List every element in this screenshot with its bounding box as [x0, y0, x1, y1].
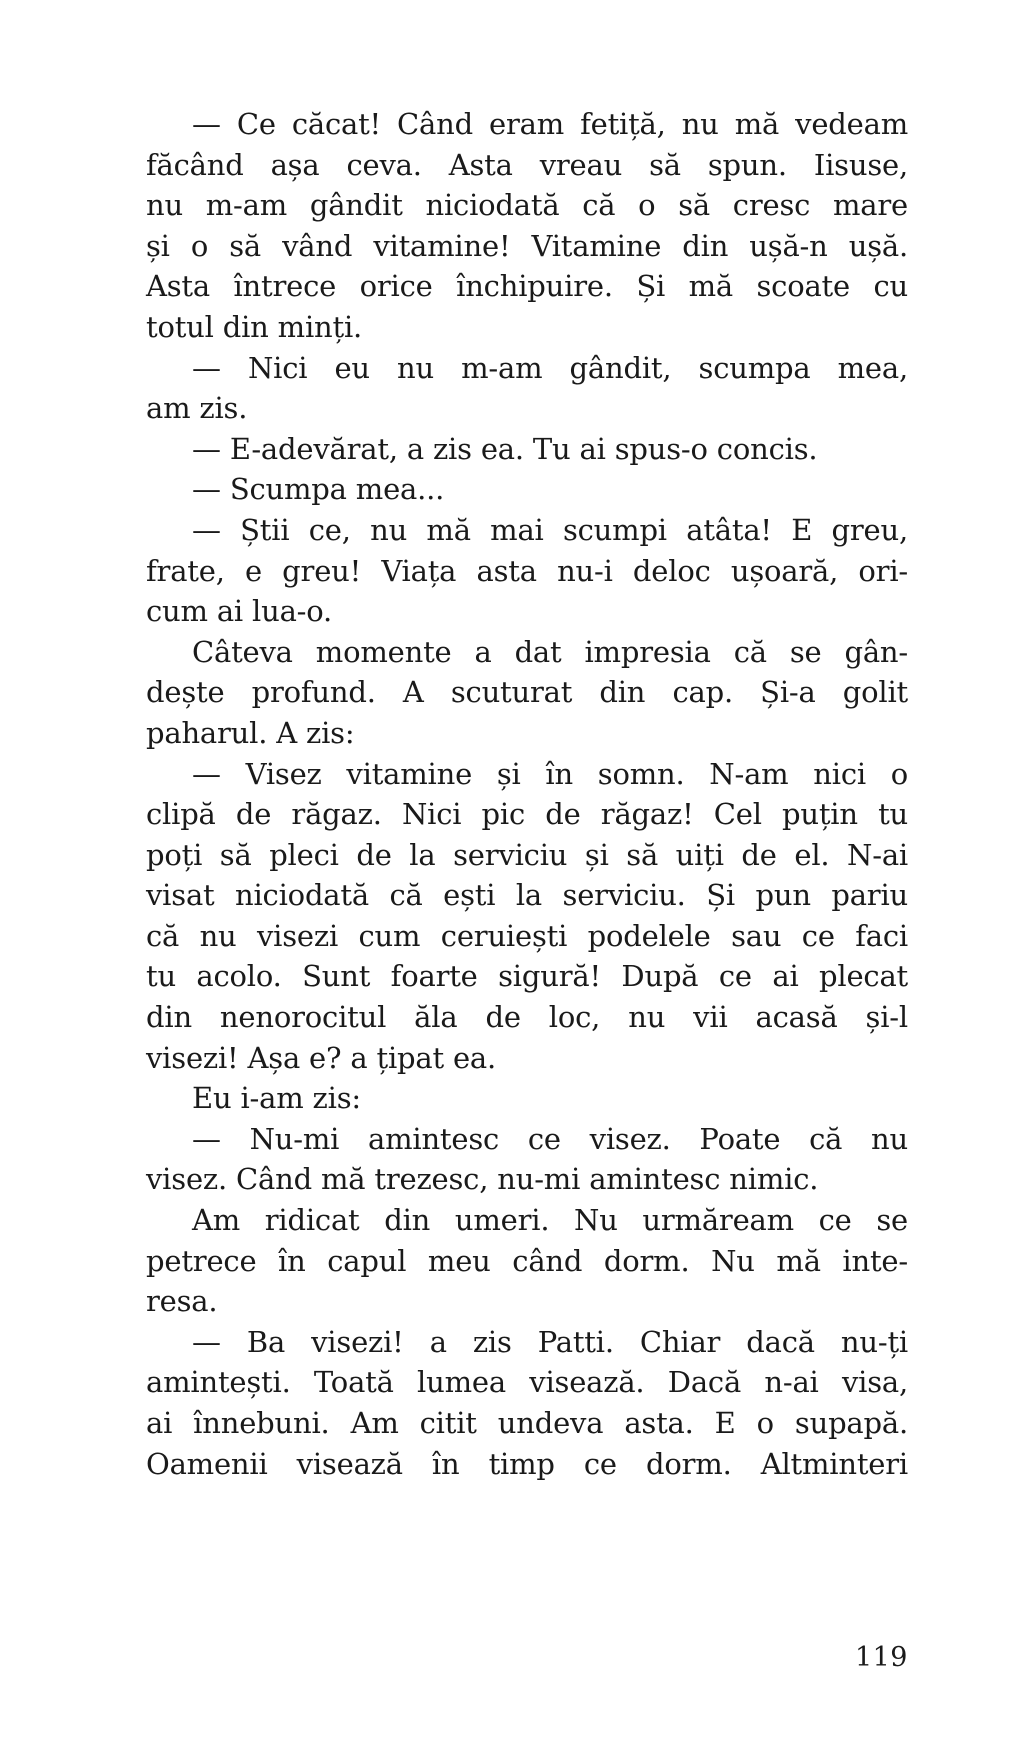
text-line: — Ba visezi! a zis Patti. Chiar dacă nu-ți — [192, 1324, 908, 1359]
text-line: Eu i-am zis: — [192, 1081, 361, 1116]
text-line: frate, e greu! Viața asta nu-i deloc ușoară, ori- — [146, 553, 908, 588]
text-line: tu acolo. Sunt foarte sigură! După ce ai plecat — [146, 959, 908, 994]
text-line: dește profund. A scuturat din cap. Și-a golit — [146, 675, 908, 710]
text-line: paharul. A zis: — [146, 715, 355, 750]
text-line: cum ai lua-o. — [146, 594, 333, 629]
text-line: clipă de răgaz. Nici pic de răgaz! Cel puțin tu — [146, 797, 908, 832]
text-line: — Ce căcat! Când eram fetiță, nu mă vedeam — [192, 107, 908, 141]
text-line: — Scumpa mea... — [192, 472, 445, 507]
text-line: totul din minți. — [146, 309, 363, 344]
text-line: resa. — [146, 1284, 218, 1319]
text-line: Câteva momente a dat impresia că se gân- — [192, 634, 908, 669]
text-line: că nu visezi cum ceruiești podelele sau ce faci — [146, 918, 908, 953]
text-line: poți să pleci de la serviciu și să uiți de el. N-ai — [146, 837, 908, 872]
page-number: 119 — [854, 1642, 908, 1673]
text-line: — E-adevărat, a zis ea. Tu ai spus-o concis. — [192, 431, 818, 466]
text-line: visezi! Așa e? a țipat ea. — [146, 1040, 497, 1075]
text-line: visat niciodată că ești la serviciu. Și pun pariu — [146, 878, 908, 913]
text-line: și o să vând vitamine! Vitamine din ușă-n ușă. — [146, 228, 908, 263]
text-line: nu m-am gândit niciodată că o să cresc mare — [146, 188, 908, 223]
text-line: — Nici eu nu m-am gândit, scumpa mea, — [192, 350, 908, 385]
text-line: Oamenii visează în timp ce dorm. Altminteri — [146, 1446, 908, 1481]
text-line: visez. Când mă trezesc, nu-mi amintesc nimic. — [146, 1162, 819, 1197]
text-line: — Știi ce, nu mă mai scumpi atâta! E greu, — [192, 512, 908, 547]
text-line: Am ridicat din umeri. Nu urmăream ce se — [192, 1203, 908, 1238]
page-body — [146, 104, 908, 1484]
text-line: — Visez vitamine și în somn. N-am nici o — [192, 756, 908, 791]
text-line: Asta întrece orice închipuire. Și mă scoate cu — [146, 269, 908, 304]
text-line: petrece în capul meu când dorm. Nu mă inte- — [146, 1243, 908, 1278]
text-line: am zis. — [146, 391, 248, 426]
text-line: din nenorocitul ăla de loc, nu vii acasă și-l — [146, 1000, 908, 1035]
text-line: făcând așa ceva. Asta vreau să spun. Iisuse, — [146, 147, 908, 182]
text-line: amintești. Toată lumea visează. Dacă n-ai visa, — [146, 1365, 908, 1400]
text-line: — Nu-mi amintesc ce visez. Poate că nu — [192, 1121, 908, 1156]
text-line: ai înnebuni. Am citit undeva asta. E o supapă. — [146, 1406, 908, 1440]
